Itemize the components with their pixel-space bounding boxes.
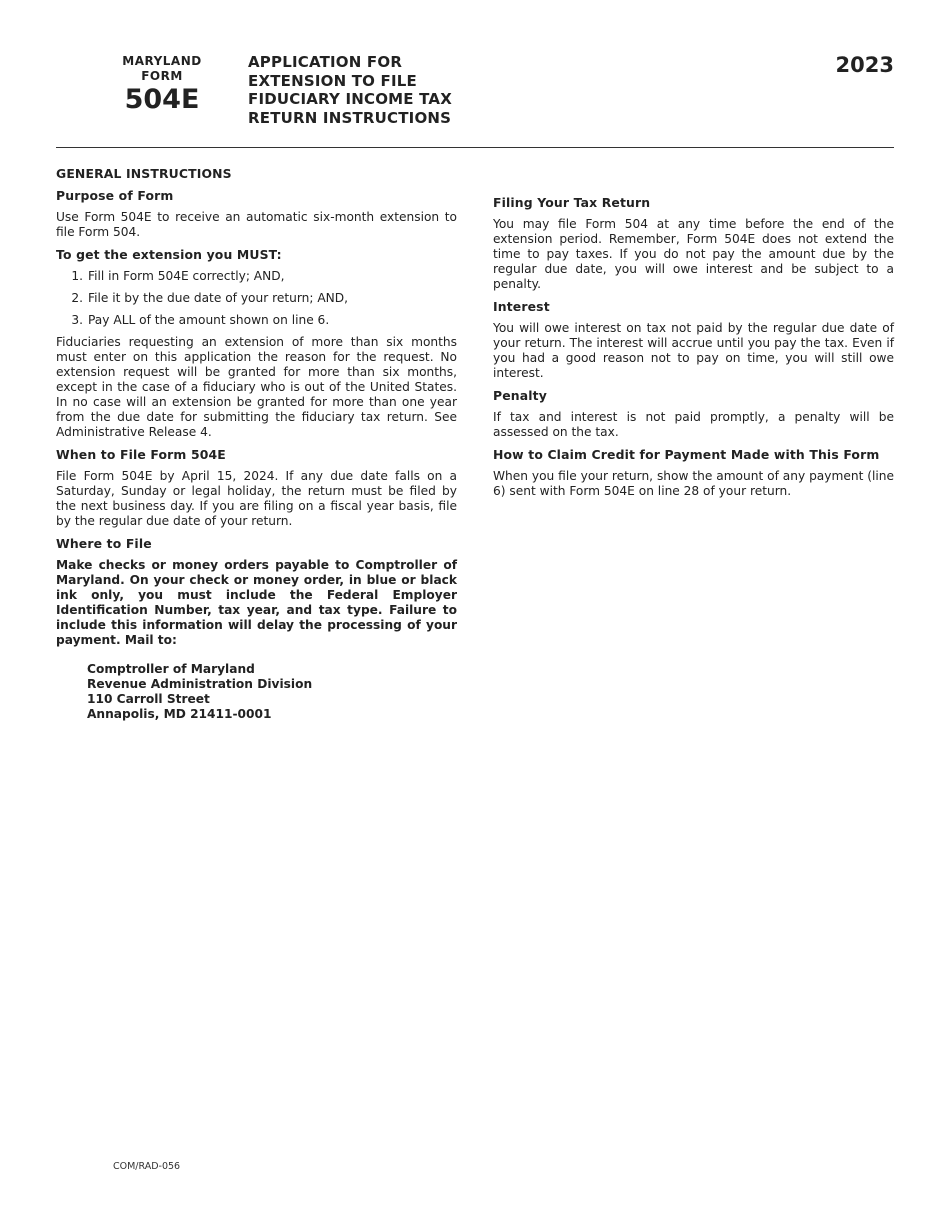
list-item-text: Fill in Form 504E correctly; AND, <box>88 269 285 283</box>
left-column <box>56 166 457 722</box>
list-item-number: 3. <box>71 313 83 327</box>
interest-heading: Interest <box>493 299 550 314</box>
form-word: FORM <box>141 69 183 83</box>
address-line: Comptroller of Maryland <box>87 662 255 676</box>
when-to-file-heading: When to File Form 504E <box>56 447 226 462</box>
list-item <box>56 269 457 284</box>
title-line: APPLICATION FOR <box>248 53 403 71</box>
interest-text: You will owe interest on tax not paid by the regular due date of your return. The interest will accrue until you pay the tax. Even if you had a good reason not to pay on time, you will still owe interest. <box>493 321 894 380</box>
credit-heading: How to Claim Credit for Payment Made with This Form <box>493 447 880 462</box>
form-title <box>248 53 548 128</box>
address-line: 110 Carroll Street <box>87 692 210 706</box>
header-divider <box>56 147 894 148</box>
purpose-text: Use Form 504E to receive an automatic six-month extension to file Form 504. <box>56 210 457 239</box>
filing-text: You may file Form 504 at any time before the end of the extension period. Remember, Form 504E does not extend the time to pay taxes. If you do not pay the amount due by the regular due date, you will owe interest and be subject to a penalty. <box>493 217 894 291</box>
list-item-number: 2. <box>71 291 83 305</box>
form-number: 504E <box>124 84 200 115</box>
right-column <box>493 195 894 506</box>
penalty-text: If tax and interest is not paid promptly, a penalty will be assessed on the tax. <box>493 410 894 439</box>
credit-text: When you file your return, show the amount of any payment (line 6) sent with Form 504E on line 28 of your return. <box>493 469 894 498</box>
purpose-heading: Purpose of Form <box>56 188 174 203</box>
title-line: RETURN INSTRUCTIONS <box>248 109 452 128</box>
title-line: EXTENSION TO FILE <box>248 71 417 90</box>
filing-heading: Filing Your Tax Return <box>493 195 651 210</box>
form-state-label <box>112 54 212 84</box>
state-name: MARYLAND <box>122 54 202 68</box>
tax-year: 2023 <box>835 53 894 77</box>
title-line: FIDUCIARY INCOME TAX <box>248 90 453 109</box>
list-item <box>56 313 457 328</box>
form-code: COM/RAD-056 <box>113 1161 181 1172</box>
list-item <box>56 291 457 306</box>
general-instructions-heading: GENERAL INSTRUCTIONS <box>56 166 232 181</box>
must-heading: To get the extension you MUST: <box>56 247 282 262</box>
address-line: Annapolis, MD 21411-0001 <box>87 707 272 721</box>
address-line: Revenue Administration Division <box>87 677 313 691</box>
list-item-text: Pay ALL of the amount shown on line 6. <box>88 313 330 327</box>
mailing-address <box>87 662 457 722</box>
extension-note-text: Fiduciaries requesting an extension of more than six months must enter on this application the reason for the request. No extension request will be granted for more than six months, except in the case of a fiduciary who is out of the United States. In no case will an extension be granted for more than one year from the due date for submitting the fiduciary tax return. See Administrative Release 4. <box>56 335 457 439</box>
when-to-file-text: File Form 504E by April 15, 2024. If any due date falls on a Saturday, Sunday or legal holiday, the return must be filed by the next business day. If you are filing on a fiscal year basis, file by the regular due date of your return. <box>56 469 457 528</box>
list-item-text: File it by the due date of your return; AND, <box>88 291 349 305</box>
list-item-number: 1. <box>71 269 83 283</box>
where-to-file-text: Make checks or money orders payable to Comptroller of Maryland. On your check or money order, in blue or black ink only, you must include the Federal Employer Identification Number, tax year, and tax type. Failure to include this information will delay the processing of your payment. Mail to: <box>56 558 457 647</box>
where-to-file-heading: Where to File <box>56 536 152 551</box>
penalty-heading: Penalty <box>493 388 547 403</box>
